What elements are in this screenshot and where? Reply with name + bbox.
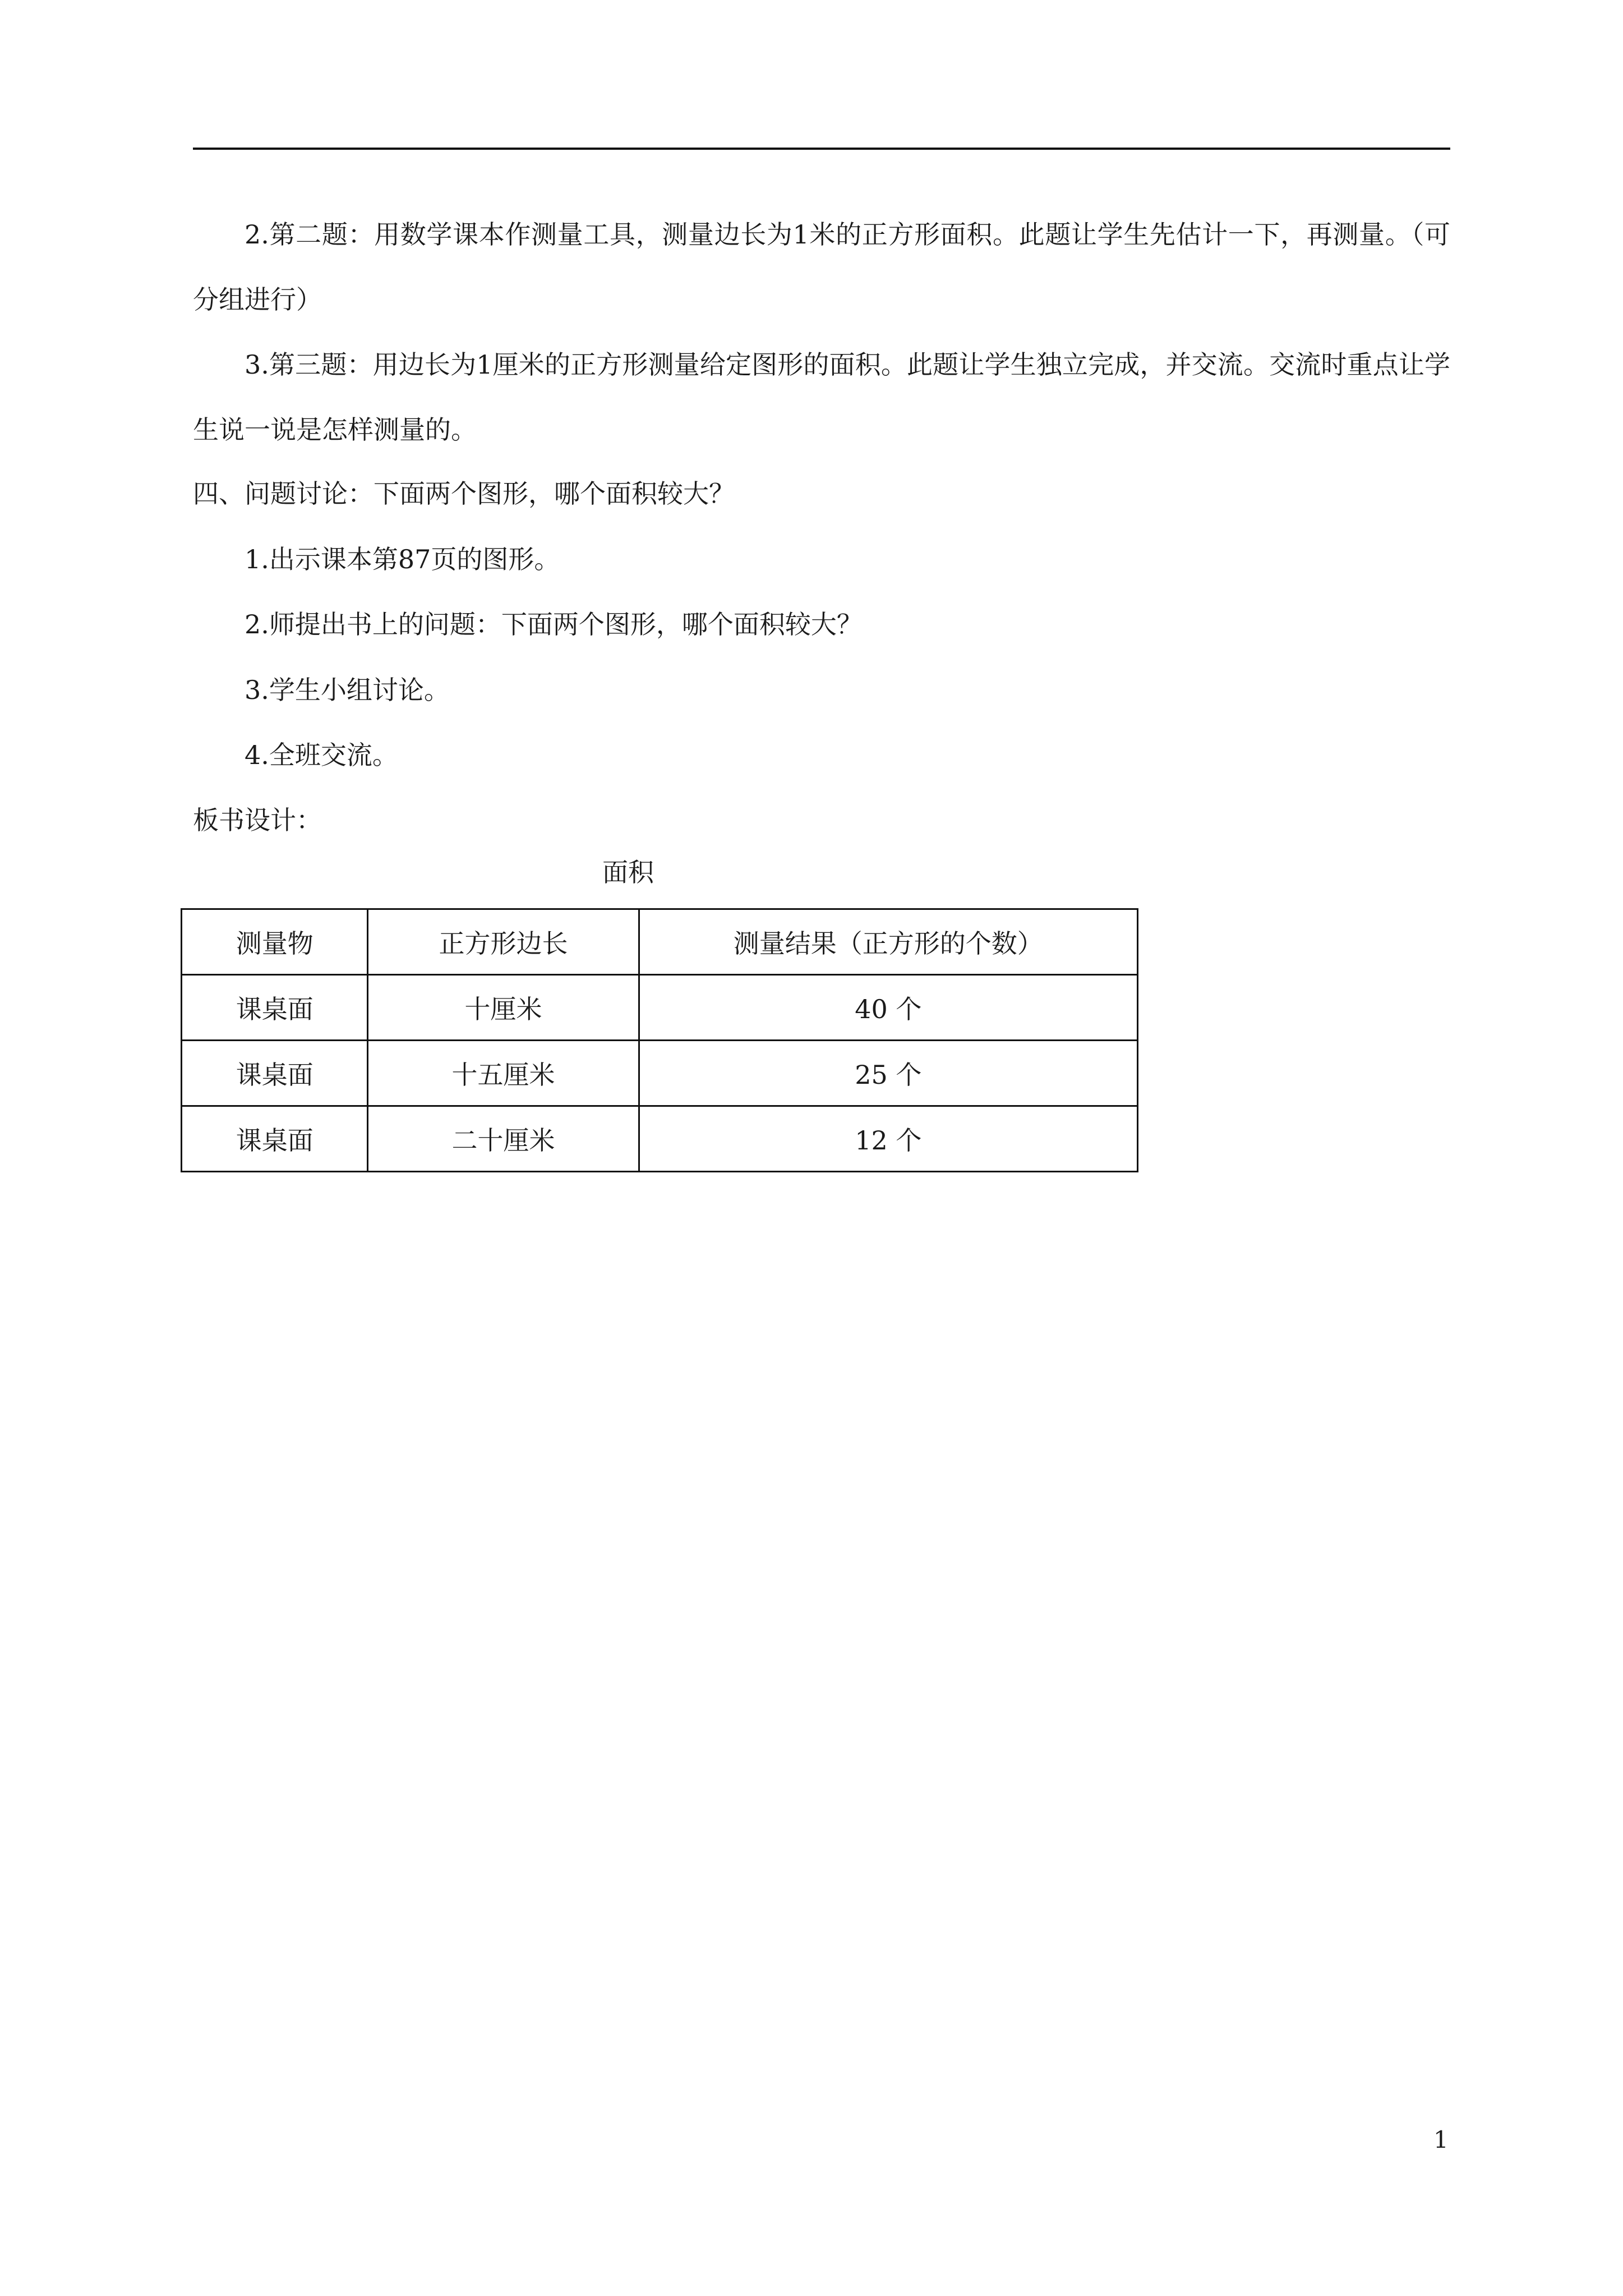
cell-object: 课桌面 <box>182 1041 368 1106</box>
paragraph-step-1: 1.出示课本第87页的图形。 <box>245 544 560 574</box>
paragraph-question-3: 3.第三题：用边长为1厘米的正方形测量给定图形的面积。此题让学生独立完成，并交流。交流时重点让学生说一说是怎样测量的。 <box>193 349 1450 445</box>
board-design-label: 板书设计： <box>193 805 322 835</box>
table-row <box>182 1106 1138 1172</box>
cell-object: 课桌面 <box>182 1106 368 1172</box>
table-row <box>182 1041 1138 1106</box>
page-number: 1 <box>1433 2126 1449 2154</box>
table-header-row <box>182 909 1138 975</box>
table-row <box>182 975 1138 1041</box>
cell-side-length: 十五厘米 <box>368 1041 639 1106</box>
header-object: 测量物 <box>182 909 368 975</box>
paragraph-question-2: 2.第二题：用数学课本作测量工具，测量边长为1米的正方形面积。此题让学生先估计一下，再测量。（可分组进行） <box>193 219 1450 315</box>
paragraph-step-2: 2.师提出书上的问题：下面两个图形，哪个面积较大？ <box>245 609 863 639</box>
cell-side-length: 十厘米 <box>368 975 639 1041</box>
cell-side-length: 二十厘米 <box>368 1106 639 1172</box>
header-result: 测量结果（正方形的个数） <box>639 909 1137 975</box>
cell-result: 40 个 <box>639 975 1137 1041</box>
header-rule <box>193 148 1450 150</box>
section-heading-discussion: 四、问题讨论：下面两个图形，哪个面积较大？ <box>193 478 735 509</box>
paragraph-step-4: 4.全班交流。 <box>245 740 398 770</box>
cell-object: 课桌面 <box>182 975 368 1041</box>
table-title: 面积 <box>602 857 654 887</box>
cell-result: 12 个 <box>639 1106 1137 1172</box>
header-side-length: 正方形边长 <box>368 909 639 975</box>
measurement-table <box>181 908 1138 1172</box>
cell-result: 25 个 <box>639 1041 1137 1106</box>
paragraph-step-3: 3.学生小组讨论。 <box>245 675 450 705</box>
